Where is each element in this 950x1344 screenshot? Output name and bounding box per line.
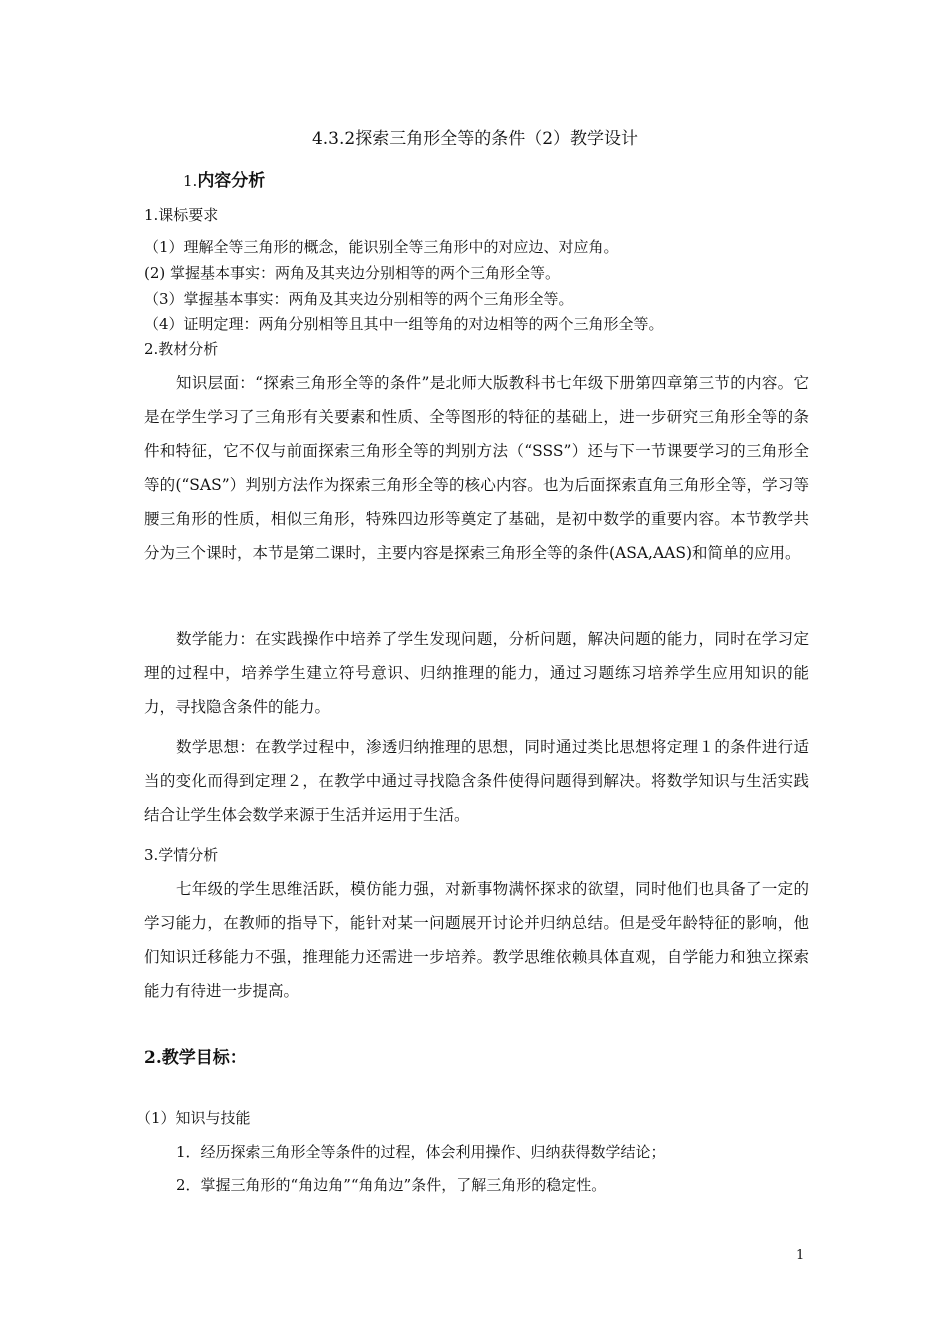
paragraph-ability: 数学能力：在实践操作中培养了学生发现问题，分析问题，解决问题的能力，同时在学习定理的过程中，培养学生建立符号意识、归纳推理的能力，通过习题练习培养学生应用知识的能力，寻找隐含条件的能力。	[144, 630, 809, 716]
section2-heading: 2.教学目标：	[144, 1048, 247, 1068]
list-item: (2) 掌握基本事实：两角及其夹边分别相等的两个三角形全等。	[144, 264, 561, 282]
list-item: 1．经历探索三角形全等条件的过程，体会利用操作、归纳获得数学结论；	[176, 1143, 666, 1161]
paragraph-students: 七年级的学生思维活跃，模仿能力强，对新事物满怀探求的欲望，同时他们也具备了一定的学习能力，在教师的指导下，能针对某一问题展开讨论并归纳总结。但是受年龄特征的影响，他们知识迁移能力不强，推理能力还需进一步培养。教学思维依赖具体直观，自学能力和独立探索能力有待进一步提高。	[144, 880, 809, 1000]
document-title: 4.3.2探索三角形全等的条件（2）教学设计	[311, 129, 639, 149]
section1-heading	[183, 166, 265, 191]
subheading-student-analysis: 3.学情分析	[144, 846, 219, 864]
paragraph-thinking: 数学思想：在教学过程中，渗透归纳推理的思想，同时通过类比思想将定理１的条件进行适当的变化而得到定理２，在教学中通过寻找隐含条件使得问题得到解决。将数学知识与生活实践结合让学生体会数学来源于生活并运用于生活。	[144, 738, 809, 824]
list-item: 2．掌握三角形的“角边角”“角角边”条件，了解三角形的稳定性。	[176, 1176, 607, 1194]
page-number: 1	[796, 1248, 805, 1263]
list-item: （4）证明定理：两角分别相等且其中一组等角的对边相等的两个三角形全等。	[144, 315, 664, 333]
paragraph-knowledge: 知识层面：“探索三角形全等的条件”是北师大版教科书七年级下册第四章第三节的内容。它是在学生学习了三角形有关要素和性质、全等图形的特征的基础上，进一步研究三角形全等的条件和特征，它不仅与前面探索三角形全等的判别方法（“SSS”）还与下一节课要学习的三角形全等的(“SAS”）判别方法作为探索三角形全等的核心内容。也为后面探索直角三角形全等，学习等腰三角形的性质，相似三角形，特殊四边形等奠定了基础，是初中数学的重要内容。本节教学共分为三个课时，本节是第二课时，主要内容是探索三角形全等的条件(ASA,AAS)和简单的应用。	[144, 374, 809, 562]
subheading-curriculum: 1.课标要求	[144, 206, 219, 224]
list-item: （1）理解全等三角形的概念，能识别全等三角形中的对应边、对应角。	[144, 238, 619, 256]
section1-heading-number: 1.	[183, 172, 198, 190]
section1-heading-text: 内容分析	[197, 171, 266, 191]
list-item: （3）掌握基本事实：两角及其夹边分别相等的两个三角形全等。	[144, 290, 574, 308]
subheading-knowledge-skills: （1）知识与技能	[136, 1109, 251, 1127]
subheading-textbook: 2.教材分析	[144, 340, 219, 358]
